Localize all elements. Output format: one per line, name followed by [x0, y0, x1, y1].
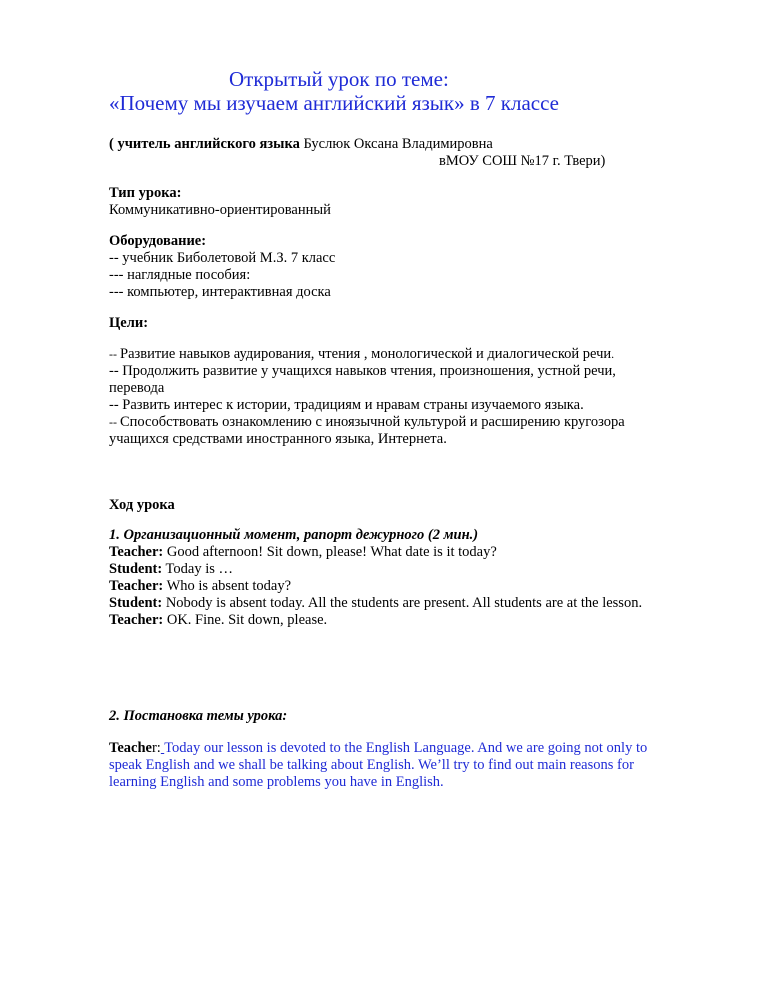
equipment-item: --- компьютер, интерактивная доска	[109, 284, 331, 300]
goals-heading: Цели:	[109, 315, 149, 331]
goal-item-1	[109, 346, 614, 363]
teacher-info-line-1	[109, 136, 493, 153]
equipment-heading: Оборудование:	[109, 233, 207, 249]
speaker-label: Teache	[109, 740, 152, 756]
section-2-line-3: learning English and some problems you have in English.	[109, 774, 444, 790]
equipment-item: -- учебник Биболетовой М.З. 7 класс	[109, 250, 336, 266]
speech-text: Good afternoon! Sit down, please! What date is it today?	[163, 544, 497, 560]
goal-item-2-line-1: -- Продолжить развитие у учащихся навыков чтения, произношения, устной речи,	[109, 363, 616, 379]
speech-text: OK. Fine. Sit down, please.	[163, 612, 328, 628]
goal-item-3: -- Развить интерес к истории, традициям и нравам страны изучаемого языка.	[109, 397, 584, 413]
goal-item-4-line-1	[109, 414, 625, 431]
goal-text: Способствовать ознакомлению с иноязычной культурой и расширению кругозора	[120, 414, 625, 430]
speaker-label: Teacher:	[109, 578, 164, 594]
lesson-title-line-1: Открытый урок по теме:	[229, 67, 449, 91]
section-1-heading: 1. Организационный момент, рапорт дежурного (2 мин.)	[109, 527, 479, 543]
goal-item-2-line-2: перевода	[109, 380, 165, 396]
speaker-label: Student:	[109, 595, 163, 611]
goal-text: Развитие навыков аудирования, чтения , монологической и диалогической речи	[120, 346, 612, 362]
goal-dash: --	[109, 415, 120, 429]
speaker-label: Teacher:	[109, 544, 164, 560]
dialogue-line	[109, 595, 642, 612]
lesson-type-value: Коммуникативно-ориентированный	[109, 202, 331, 218]
speaker-label: Student:	[109, 561, 163, 577]
speaker-label-end: r:	[151, 740, 161, 756]
speech-text: Nobody is absent today. All the students are present. All students are at the lesson.	[162, 595, 643, 611]
speech-text: Today our lesson is devoted to the English Language. And we are going not only to	[164, 740, 648, 756]
goal-period: .	[611, 347, 615, 361]
section-2-line-2: speak English and we shall be talking about English. We’ll try to find out main reasons for	[109, 757, 634, 773]
goal-item-4-line-2: учащихся средствами иностранного языка, Интернета.	[109, 431, 447, 447]
lesson-title-line-2: «Почему мы изучаем английский язык» в 7 классе	[109, 91, 559, 115]
dialogue-line	[109, 561, 233, 578]
speaker-label: Teacher:	[109, 612, 164, 628]
teacher-school: вМОУ СОШ №17 г. Твери)	[439, 153, 606, 169]
lesson-type-heading: Тип урока:	[109, 185, 182, 201]
course-heading: Ход урока	[109, 497, 175, 513]
dialogue-line	[109, 578, 291, 595]
equipment-item: --- наглядные пособия:	[109, 267, 251, 283]
section-2-heading: 2. Постановка темы урока:	[109, 708, 288, 724]
section-2-line-1	[109, 740, 647, 757]
teacher-name: Буслюк Оксана Владимировна	[299, 136, 493, 152]
goal-dash: --	[109, 347, 120, 361]
dialogue-line	[109, 544, 497, 561]
teacher-info-label: ( учитель английского языка	[109, 136, 300, 152]
dialogue-line	[109, 612, 327, 629]
speech-text: Today is …	[162, 561, 234, 577]
speech-text: Who is absent today?	[163, 578, 292, 594]
